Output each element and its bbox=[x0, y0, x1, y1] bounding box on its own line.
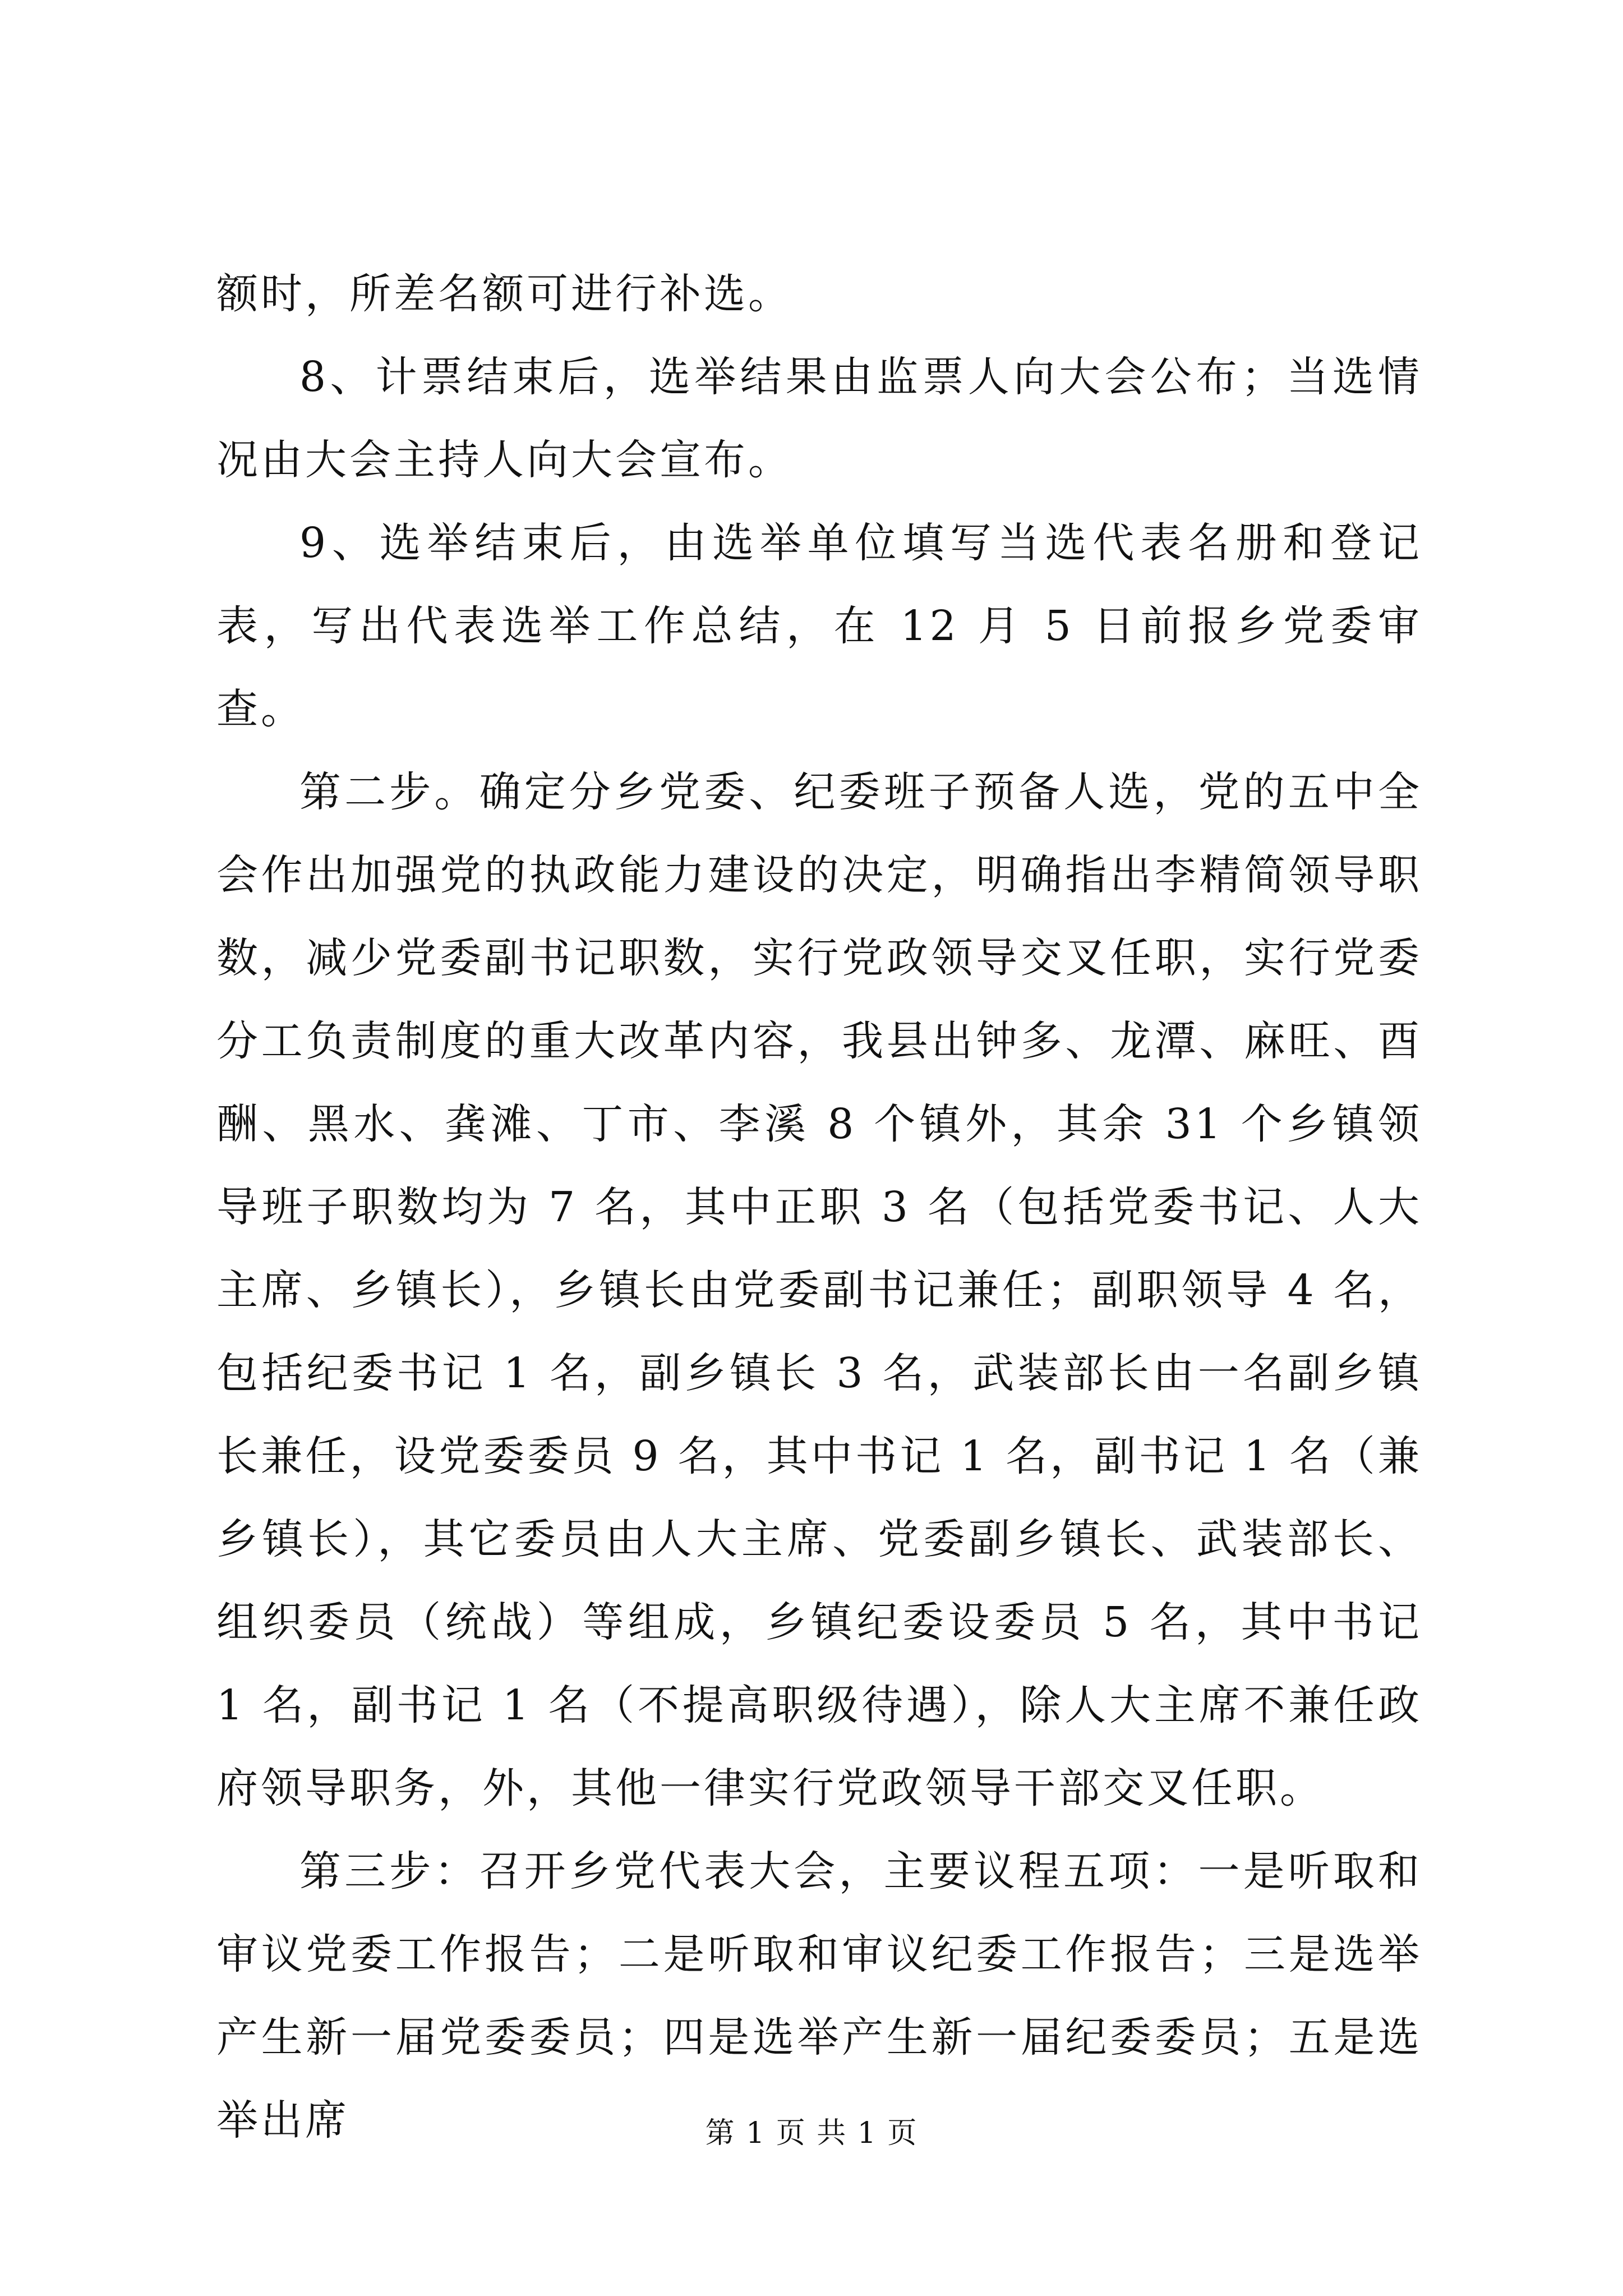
paragraph-4: 第二步。确定分乡党委、纪委班子预备人选，党的五中全会作出加强党的执政能力建设的决定，明确指出李精简领导职数，减少党委副书记职数，实行党政领导交叉任职，实行党委分工负责制度的重大改革内容，我县出钟多、龙潭、麻旺、酉酬、黑水、龚滩、丁市、李溪 8 个镇外，其余 31 个乡镇领导班子职数均为 7 名，其中正职 3 名（包括党委书记、人大主席、乡镇长），乡镇长由党委副书记兼任；副职领导 4 名，包括纪委书记 1 名，副乡镇长 3 名，武装部长由一名副乡镇长兼任，设党委委员 9 名，其中书记 1 名，副书记 1 名（兼乡镇长），其它委员由人大主席、党委副乡镇长、武装部长、组织委员（统战）等组成，乡镇纪委设委员 5 名，其中书记 1 名，副书记 1 名（不提高职级待遇），除人大主席不兼任政府领导职务，外，其他一律实行党政领导干部交叉任职。 bbox=[216, 768, 1422, 1812]
paragraph-3: 9、选举结束后，由选举单位填写当选代表名册和登记表，写出代表选举工作总结，在 12 月 5 日前报乡党委审查。 bbox=[216, 519, 1422, 733]
paragraph-1: 额时，所差名额可进行补选。 bbox=[216, 270, 792, 318]
paragraph-2: 8、计票结束后，选举结果由监票人向大会公布；当选情况由大会主持人向大会宣布。 bbox=[216, 353, 1422, 484]
page-footer: 第 1 页 共 1 页 bbox=[705, 2116, 918, 2150]
paragraph-5: 第三步：召开乡党代表大会，主要议程五项：一是听取和审议党委工作报告；二是听取和审议纪委工作报告；三是选举产生新一届党委委员；四是选举产生新一届纪委委员；五是选举出席 bbox=[216, 1847, 1422, 2145]
document-body bbox=[216, 252, 1422, 2162]
